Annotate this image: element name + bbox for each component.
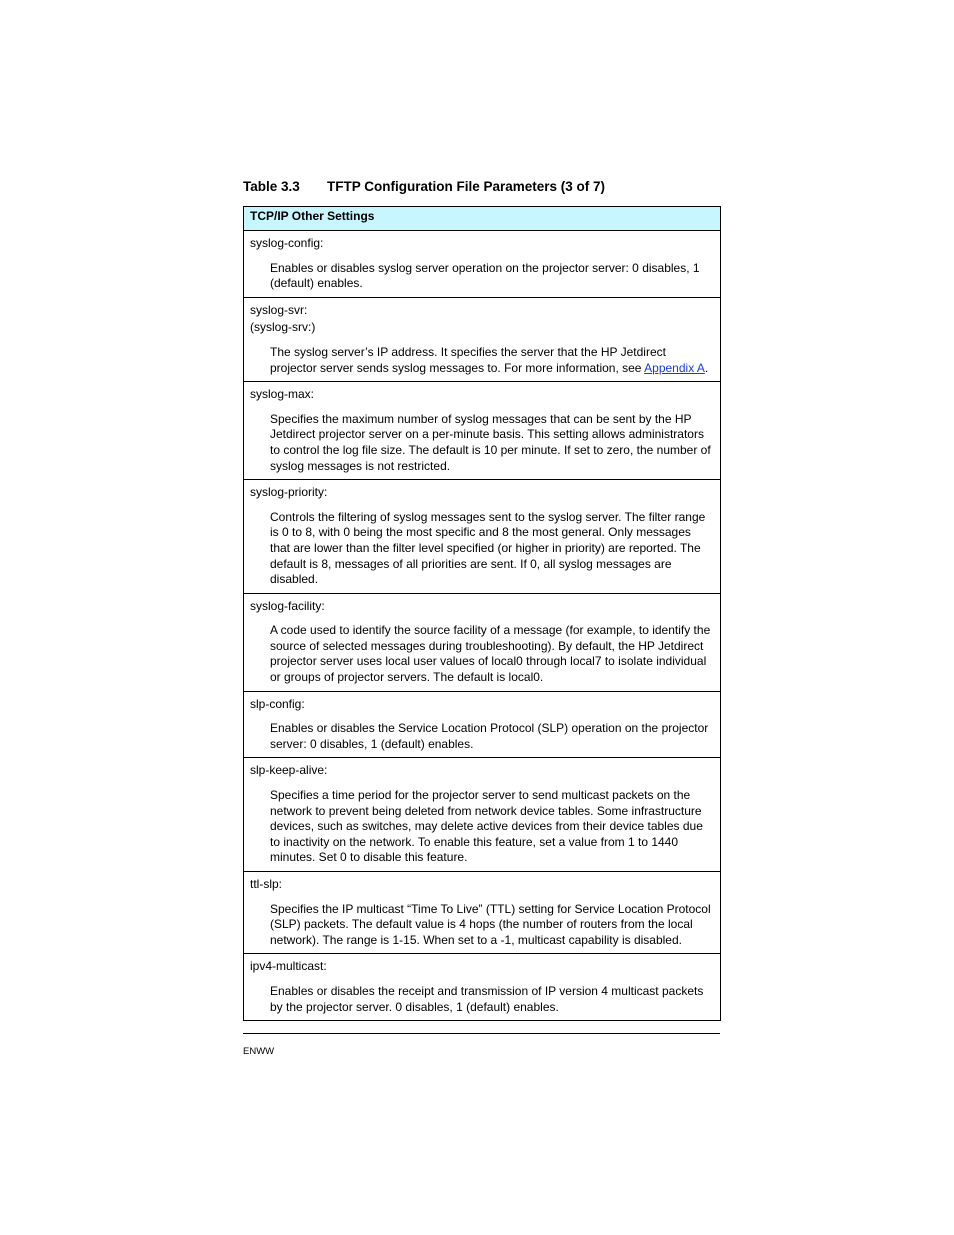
param-name: syslog-svr:: [250, 302, 308, 317]
param-name: ipv4-multicast:: [250, 959, 327, 974]
table-row: [244, 872, 721, 954]
param-description: Specifies the IP multicast “Time To Live” (TTL) setting for Service Location Protocol (SLP) packets. The default value is 4 hops (the number of routers from the local network). The range is 1-15. When set to a -1, multicast capability is disabled.: [270, 901, 711, 947]
param-description: Enables or disables the Service Location Protocol (SLP) operation on the projector server: 0 disables, 1 (default) enables.: [270, 721, 709, 751]
table-header: TCP/IP Other Settings: [244, 207, 721, 231]
parameters-table: [243, 206, 721, 1021]
table-row: [244, 758, 721, 872]
table-row: [244, 691, 721, 758]
param-description: Controls the filtering of syslog messages sent to the syslog server. The filter range is 0 to 8, with 0 being the most specific and 8 the most general. Only messages that are lower than the filter level specified (or higher in priority) are reported. The default is 8, messages of all priorities are sent. If 0, all syslog messages are disabled.: [270, 509, 706, 587]
table-title: TFTP Configuration File Parameters (3 of 7): [327, 179, 606, 194]
param-name: ttl-slp:: [250, 877, 283, 891]
param-description: Enables or disables the receipt and transmission of IP version 4 multicast packets by the projector server. 0 disables, 1 (default) enables.: [270, 983, 704, 1014]
param-cell-ttl-slp: [244, 872, 721, 954]
table-header-row: [244, 207, 721, 231]
footer-divider: [243, 1033, 720, 1034]
param-name: slp-keep-alive:: [250, 763, 328, 778]
param-cell-syslog-config: [244, 231, 721, 298]
param-name: syslog-max:: [250, 387, 315, 402]
param-cell-syslog-svr: [244, 297, 721, 381]
param-description: Specifies the maximum number of syslog messages that can be sent by the HP Jetdirect projector server on a per-minute basis. This setting allows administrators to control the log file size. The default is 10 per minute. If set to zero, the number of syslog messages is not restricted.: [270, 411, 711, 473]
footer-label: ENWW: [243, 1046, 275, 1057]
param-cell-syslog-max: [244, 382, 721, 480]
param-name: syslog-config:: [250, 236, 324, 250]
table-caption: [243, 178, 605, 196]
param-alt-name: (syslog-srv:): [250, 320, 316, 335]
table-row: [244, 231, 721, 298]
param-name: slp-config:: [250, 696, 305, 711]
param-cell-slp-keep-alive: [244, 758, 721, 872]
table-row: [244, 593, 721, 691]
param-cell-ipv4-multicast: [244, 954, 721, 1021]
param-description: [270, 345, 714, 376]
table-row: [244, 480, 721, 594]
param-description-end: .: [704, 360, 709, 375]
table-row: [244, 382, 721, 480]
param-description: Specifies a time period for the projector server to send multicast packets on the network to prevent being deleted from network device tables. Some infrastructure devices, such as switches, may delete active devices from their device tables due to inactivity on the network. To enable this feature, set a value from 1 to 1440 minutes. Set 0 to disable this feature.: [270, 788, 703, 865]
table-row: [244, 954, 721, 1021]
param-name: syslog-facility:: [250, 598, 325, 613]
param-cell-slp-config: [244, 691, 721, 758]
param-name: syslog-priority:: [250, 485, 328, 500]
appendix-a-link[interactable]: Appendix A: [644, 360, 705, 375]
param-cell-syslog-facility: [244, 593, 721, 691]
param-description: Enables or disables syslog server operation on the projector server: 0 disables, 1 (default) enables.: [270, 260, 700, 291]
table-row: [244, 297, 721, 381]
param-description-text: The syslog server’s IP address. It specifies the server that the HP Jetdirect projector server sends syslog messages to. For more information, see: [270, 344, 666, 375]
table-number: Table 3.3: [243, 179, 300, 194]
param-cell-syslog-priority: [244, 480, 721, 594]
param-description: A code used to identify the source facility of a message (for example, to identify the source of selected messages during troubleshooting). By default, the HP Jetdirect projector server uses local user values of local0 through local7 to isolate individual or groups of projector servers. The default is local0.: [270, 623, 711, 685]
